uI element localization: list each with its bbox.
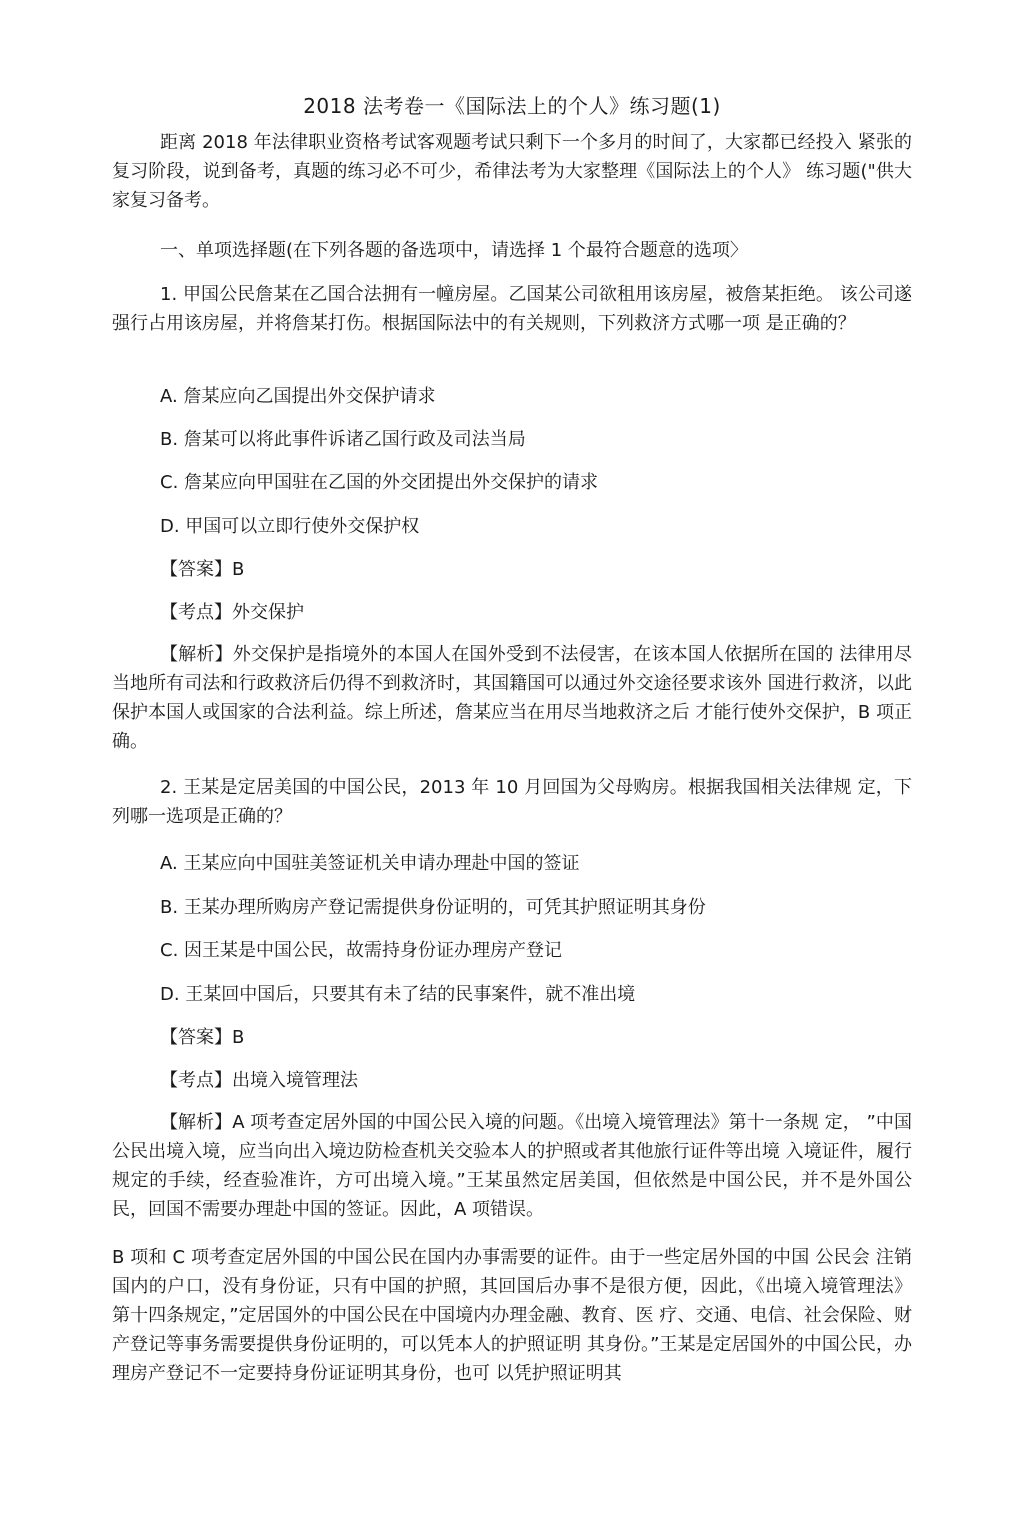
question-1-option-a: A. 詹某应向乙国提出外交保护请求 [160, 386, 436, 407]
document-title: 2018 法考卷一《国际法上的个人》练习题(1) [303, 94, 721, 118]
question-2-option-a: A. 王某应向中国驻美签证机关申请办理赴中国的签证 [160, 853, 580, 874]
question-2-option-b: B. 王某办理所购房产登记需提供身份证明的，可凭其护照证明其身份 [160, 897, 706, 918]
question-1-option-d: D. 甲国可以立即行使外交保护权 [160, 516, 420, 537]
question-1-answer: 【答案】B [160, 559, 245, 580]
question-1-analysis: 【解析】外交保护是指境外的本国人在国外受到不法侵害，在该本国人依据所在国的 法律用尽当地所有司法和行政救济后仍得不到救济时，其国籍国可以通过外交途径要求该外 国进行救济，以此保护本国人或国家的合法利益。综上所述，詹某应当在用尽当地救济之后 才能行使外交保护，B 项正确。 [112, 644, 912, 752]
question-1-option-c: C. 詹某应向甲国驻在乙国的外交团提出外交保护的请求 [160, 472, 599, 493]
section-heading: 一、单项选择题(在下列各题的备选项中，请选择 1 个最符合题意的选项〉 [160, 240, 748, 261]
question-2-option-d: D. 王某回中国后，只要其有未了结的民事案件，就不准出境 [160, 984, 636, 1005]
question-1-topic: 【考点】外交保护 [160, 602, 304, 623]
question-2-option-c: C. 因王某是中国公民，故需持身份证办理房产登记 [160, 940, 563, 961]
question-1-stem: 1. 甲国公民詹某在乙国合法拥有一幢房屋。乙国某公司欲租用该房屋，被詹某拒绝。 该公司遂强行占用该房屋，并将詹某打伤。根据国际法中的有关规则，下列救济方式哪一项 是正确的？ [112, 284, 912, 334]
question-1-option-b: B. 詹某可以将此事件诉诸乙国行政及司法当局 [160, 429, 526, 450]
question-2-analysis-continued: B 项和 C 项考查定居外国的中国公民在国内办事需要的证件。由于一些定居外国的中国 公民会 注销国内的户口，没有身份证，只有中国的护照，其回国后办事不是很方便，因此，《出境入境管理法》第十四条规定，”定居国外的中国公民在中国境内办理金融、教育、医 疗、交通、电信、社会保险、财产登记等事务需要提供身份证明的，可以凭本人的护照证明 其身份。”王某是定居国外的中国公民，办理房产登记不一定要持身份证证明其身份，也可 以凭护照证明其 [112, 1247, 912, 1384]
question-2-topic: 【考点】出境入境管理法 [160, 1070, 358, 1091]
question-2-analysis: 【解析】A 项考查定居外国的中国公民入境的问题。《出境入境管理法》第十一条规 定， ”中国公民出境入境，应当向出入境边防检查机关交验本人的护照或者其他旅行证件等出境 入境证件，履行规定的手续，经查验准许，方可出境入境。”王某虽然定居美国，但依然是中国公民，并不是外国公民，回国不需要办理赴中国的签证。因此，A 项错误。 [112, 1112, 912, 1220]
question-2-stem: 2. 王某是定居美国的中国公民，2013 年 10 月回国为父母购房。根据我国相关法律规 定，下列哪一选项是正确的？ [112, 777, 912, 827]
intro-paragraph: 距离 2018 年法律职业资格考试客观题考试只剩下一个多月的时间了，大家都已经投入 紧张的复习阶段，说到备考，真题的练习必不可少，希律法考为大家整理《国际法上的个人》 练习题("供大家复习备考。 [112, 132, 912, 211]
question-2-answer: 【答案】B [160, 1027, 245, 1048]
